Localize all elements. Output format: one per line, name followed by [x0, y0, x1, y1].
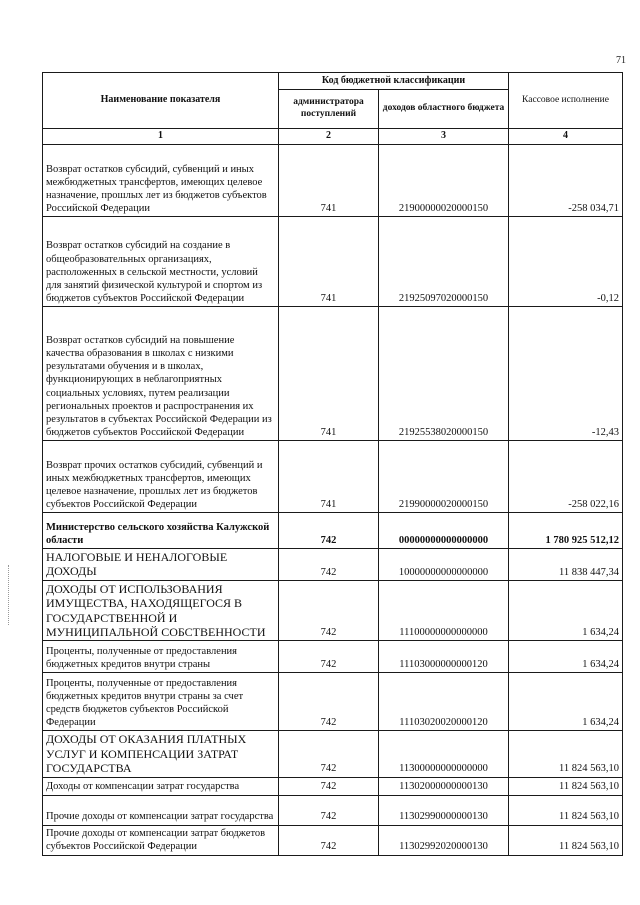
- row-admin: 741: [279, 217, 379, 307]
- col-number-3: 3: [379, 129, 509, 145]
- table-row: [43, 307, 623, 441]
- row-code: 21900000020000150: [379, 145, 509, 217]
- table-row: [43, 795, 623, 825]
- header-code-group: Код бюджетной классификации: [279, 73, 509, 90]
- row-code: 11302000000000130: [379, 777, 509, 795]
- row-amount: -258 034,71: [509, 145, 623, 217]
- row-admin: 742: [279, 549, 379, 581]
- row-amount: 1 634,24: [509, 673, 623, 731]
- row-code: 11103020020000120: [379, 673, 509, 731]
- row-name: Возврат прочих остатков субсидий, субвенций и иных межбюджетных трансфертов, имеющих целевое назначение, прошлых лет из бюджетов субъектов Российской Федерации: [43, 441, 279, 513]
- row-amount: -258 022,16: [509, 441, 623, 513]
- table-row: [43, 145, 623, 217]
- row-admin: 742: [279, 825, 379, 855]
- row-name: ДОХОДЫ ОТ ОКАЗАНИЯ ПЛАТНЫХ УСЛУГ И КОМПЕНСАЦИИ ЗАТРАТ ГОСУДАРСТВА: [43, 731, 279, 777]
- table-row: [43, 777, 623, 795]
- row-code: 11302990000000130: [379, 795, 509, 825]
- row-admin: 742: [279, 731, 379, 777]
- header-name: Наименование показателя: [43, 73, 279, 129]
- table-row: [43, 549, 623, 581]
- row-code: 11302992020000130: [379, 825, 509, 855]
- table-row: [43, 580, 623, 641]
- row-name: Прочие доходы от компенсации затрат бюджетов субъектов Российской Федерации: [43, 825, 279, 855]
- row-amount: 11 824 563,10: [509, 731, 623, 777]
- table-row: [43, 641, 623, 673]
- row-amount: 1 634,24: [509, 580, 623, 641]
- header-income: доходов областного бюджета: [379, 90, 509, 129]
- page-number: 71: [616, 55, 626, 66]
- row-amount: -0,12: [509, 217, 623, 307]
- row-code: 11300000000000000: [379, 731, 509, 777]
- row-amount: 1 634,24: [509, 641, 623, 673]
- col-number-4: 4: [509, 129, 623, 145]
- row-amount: 11 824 563,10: [509, 795, 623, 825]
- row-admin: 742: [279, 673, 379, 731]
- row-admin: 742: [279, 513, 379, 549]
- row-code: 21925097020000150: [379, 217, 509, 307]
- row-amount: 11 838 447,34: [509, 549, 623, 581]
- budget-table: [42, 72, 623, 856]
- table-row: [43, 825, 623, 855]
- table-row: [43, 217, 623, 307]
- row-name: НАЛОГОВЫЕ И НЕНАЛОГОВЫЕ ДОХОДЫ: [43, 549, 279, 581]
- row-name: Доходы от компенсации затрат государства: [43, 777, 279, 795]
- row-admin: 742: [279, 795, 379, 825]
- table-row: [43, 673, 623, 731]
- col-number-1: 1: [43, 129, 279, 145]
- row-name: ДОХОДЫ ОТ ИСПОЛЬЗОВАНИЯ ИМУЩЕСТВА, НАХОДЯЩЕГОСЯ В ГОСУДАРСТВЕННОЙ И МУНИЦИПАЛЬНОЙ СОБСТВЕННОСТИ: [43, 580, 279, 641]
- row-code: 11100000000000000: [379, 580, 509, 641]
- row-amount: 1 780 925 512,12: [509, 513, 623, 549]
- row-code: 00000000000000000: [379, 513, 509, 549]
- row-code: 11103000000000120: [379, 641, 509, 673]
- header-execution: Кассовое исполнение: [509, 73, 623, 129]
- row-name: Министерство сельского хозяйства Калужской области: [43, 513, 279, 549]
- table-row: [43, 441, 623, 513]
- row-name: Возврат остатков субсидий, субвенций и иных межбюджетных трансфертов, имеющих целевое назначение, прошлых лет из бюджетов субъектов Российской Федерации: [43, 145, 279, 217]
- row-admin: 741: [279, 441, 379, 513]
- col-number-2: 2: [279, 129, 379, 145]
- row-code: 10000000000000000: [379, 549, 509, 581]
- header-admin: администратора поступлений: [279, 90, 379, 129]
- row-name: Проценты, полученные от предоставления бюджетных кредитов внутри страны: [43, 641, 279, 673]
- row-name: Проценты, полученные от предоставления бюджетных кредитов внутри страны за счет средств бюджетов субъектов Российской Федерации: [43, 673, 279, 731]
- table-row: [43, 731, 623, 777]
- row-code: 21925538020000150: [379, 307, 509, 441]
- row-admin: 742: [279, 580, 379, 641]
- row-amount: -12,43: [509, 307, 623, 441]
- row-code: 21990000020000150: [379, 441, 509, 513]
- row-admin: 742: [279, 777, 379, 795]
- row-amount: 11 824 563,10: [509, 777, 623, 795]
- row-name: Возврат остатков субсидий на повышение качества образования в школах с низкими результатами обучения и в школах, функционирующих в неблагоприятных социальных условиях, путем реализации региональных проектов и распространения их результатов в субъектах Российской Федерации из бюджетов субъектов Российской Федерации: [43, 307, 279, 441]
- row-name: Возврат остатков субсидий на создание в общеобразовательных организациях, расположенных в сельской местности, условий для занятий физической культурой и спортом из бюджетов субъектов Российской Федерации: [43, 217, 279, 307]
- table-row: [43, 513, 623, 549]
- row-admin: 741: [279, 145, 379, 217]
- row-admin: 741: [279, 307, 379, 441]
- margin-mark: [8, 565, 11, 625]
- row-name: Прочие доходы от компенсации затрат государства: [43, 795, 279, 825]
- row-amount: 11 824 563,10: [509, 825, 623, 855]
- row-admin: 742: [279, 641, 379, 673]
